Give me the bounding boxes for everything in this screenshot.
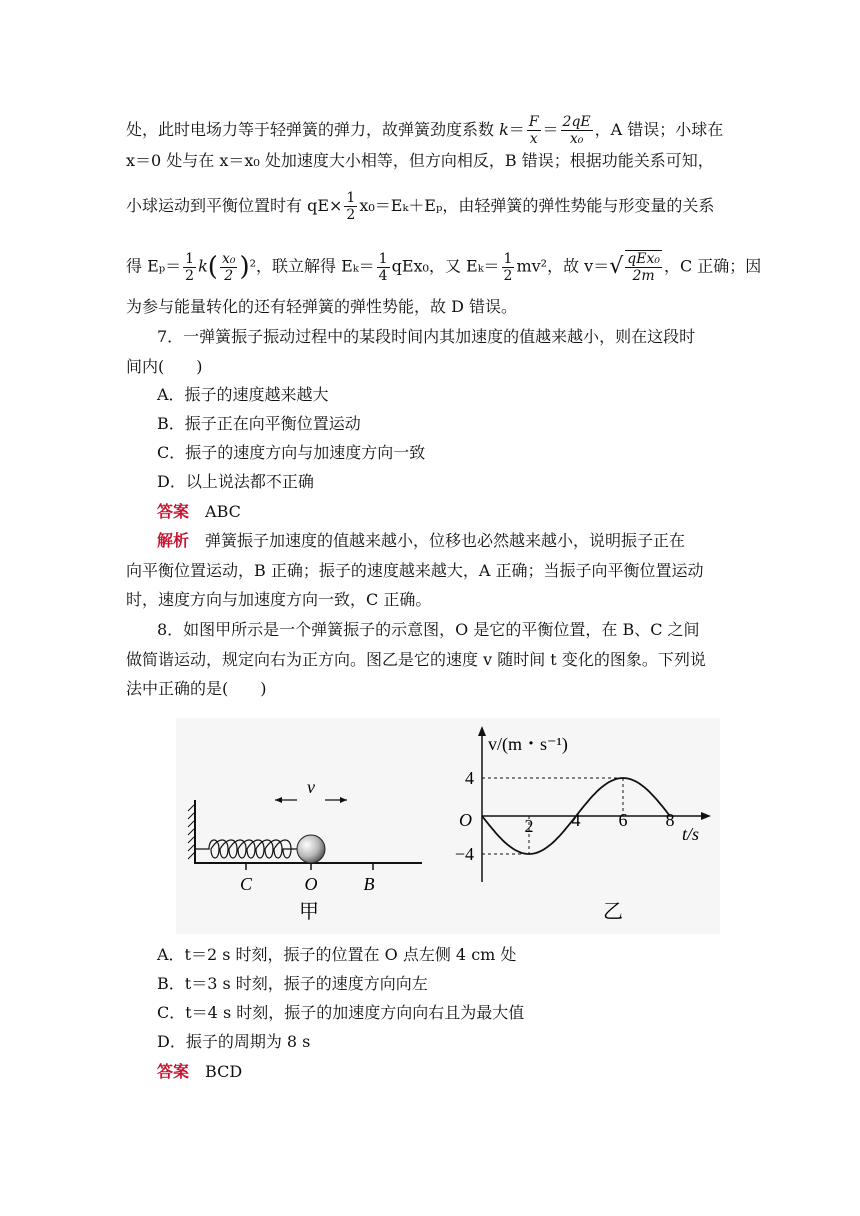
label-c: C bbox=[239, 874, 253, 894]
fraction-denominator: 2 bbox=[503, 267, 513, 284]
fraction bbox=[183, 251, 196, 284]
fraction-numerator: 1 bbox=[503, 250, 513, 267]
q8-stem-line-2: 做简谐运动，规定向右为正方向。图乙是它的速度 v 随时间 t 变化的图象。下列说 bbox=[126, 650, 706, 669]
q7-analysis-line-2: 向平衡位置运动，B 正确；振子的速度越来越大，A 正确；当振子向平衡位置运动 bbox=[126, 561, 704, 580]
sqrt-sign: √ bbox=[609, 254, 624, 279]
text: k bbox=[499, 120, 509, 139]
q8-figure bbox=[176, 718, 720, 934]
fraction-denominator: 2 bbox=[346, 207, 356, 223]
text: ＝ bbox=[542, 120, 559, 139]
y-axis-label: v/(m・s⁻¹) bbox=[488, 734, 568, 754]
text: 处，此时电场力等于轻弹簧的弹力，故弹簧劲度系数 bbox=[126, 120, 500, 139]
figure-background bbox=[176, 718, 720, 934]
fraction-numerator: 2qE bbox=[562, 114, 591, 130]
fraction bbox=[377, 251, 390, 284]
y-tick-label: 4 bbox=[465, 768, 474, 788]
q8-option-c: C．t＝4 s 时刻，振子的加速度方向向右且为最大值 bbox=[157, 1003, 525, 1022]
q7-answer bbox=[157, 501, 241, 523]
text: qEx₀，又 Eₖ＝ bbox=[391, 256, 500, 276]
fraction-denominator: 2m bbox=[632, 268, 655, 284]
solution-line-1 bbox=[126, 114, 723, 147]
y-tick-label: −4 bbox=[454, 844, 474, 864]
origin-label: O bbox=[459, 810, 472, 830]
fraction-numerator: qEx₀ bbox=[627, 251, 660, 267]
fraction-numerator: 1 bbox=[346, 190, 356, 206]
fraction-denominator: 2 bbox=[224, 267, 234, 284]
q7-stem-line-1: 7．一弹簧振子振动过程中的某段时间内其加速度的值越来越小，则在这段时 bbox=[157, 327, 696, 346]
text: ＝ bbox=[508, 120, 525, 139]
answer-label: 答案 bbox=[157, 1062, 190, 1081]
fraction-denominator: x bbox=[529, 131, 538, 147]
fraction bbox=[502, 251, 515, 284]
paren-close: ) bbox=[239, 252, 250, 282]
answer-value: BCD bbox=[205, 1062, 243, 1081]
q7-option-b: B．振子正在向平衡位置运动 bbox=[157, 414, 361, 433]
label-o: O bbox=[304, 874, 318, 894]
answer-value: ABC bbox=[205, 502, 241, 521]
x-tick-label: 6 bbox=[618, 810, 628, 830]
q7-option-a: A．振子的速度越来越大 bbox=[157, 385, 329, 404]
fraction bbox=[220, 251, 238, 284]
x-tick-label: 8 bbox=[665, 810, 675, 830]
text: x₀＝Eₖ＋Eₚ，由轻弹簧的弹性势能与形变量的关系 bbox=[359, 196, 715, 215]
oscillator-ball bbox=[297, 835, 325, 863]
q8-stem-line-1: 8．如图甲所示是一个弹簧振子的示意图，O 是它的平衡位置，在 B、C 之间 bbox=[157, 620, 700, 639]
q8-option-b: B．t＝3 s 时刻，振子的速度方向向左 bbox=[157, 974, 428, 993]
q8-option-d: D．振子的周期为 8 s bbox=[157, 1032, 311, 1051]
q7-analysis-line-1 bbox=[157, 530, 685, 552]
figure-svg bbox=[176, 718, 720, 934]
fraction-numerator: 1 bbox=[185, 250, 195, 267]
caption-jia: 甲 bbox=[299, 899, 319, 923]
q7-option-d: D．以上说法都不正确 bbox=[157, 472, 314, 491]
velocity-label: v bbox=[307, 777, 315, 797]
x-tick-label: 2 bbox=[524, 816, 534, 836]
fraction-denominator: 2 bbox=[185, 267, 195, 284]
solution-line-4 bbox=[126, 250, 761, 284]
solution-line-2: x＝0 处与在 x＝x₀ 处加速度大小相等，但方向相反，B 错误；根据功能关系可知， bbox=[126, 151, 714, 170]
q7-option-c: C．振子的速度方向与加速度方向一致 bbox=[157, 443, 426, 462]
fraction bbox=[344, 190, 357, 223]
q8-stem-line-3: 法中正确的是( ) bbox=[126, 679, 267, 698]
fraction-numerator: F bbox=[528, 114, 539, 130]
answer-label: 答案 bbox=[157, 502, 190, 521]
fraction bbox=[561, 114, 593, 147]
text: 弹簧振子加速度的值越来越小，位移也必然越来越小，说明振子正在 bbox=[205, 531, 686, 550]
text: 小球运动到平衡位置时有 qE× bbox=[126, 196, 343, 215]
text: k bbox=[198, 256, 208, 276]
sqrt-fraction bbox=[625, 250, 662, 284]
label-b: B bbox=[363, 874, 375, 894]
text: ，C 正确；因 bbox=[663, 256, 762, 276]
fraction bbox=[527, 114, 541, 147]
text: ，A 错误；小球在 bbox=[594, 120, 724, 139]
q7-analysis-line-3: 时，速度方向与加速度方向一致，C 正确。 bbox=[126, 590, 432, 609]
fraction-denominator: 4 bbox=[378, 267, 388, 284]
fraction-denominator: x₀ bbox=[569, 131, 584, 147]
solution-line-5: 为参与能量转化的还有轻弹簧的弹性势能，故 D 错误。 bbox=[126, 297, 518, 316]
fraction-numerator: x₀ bbox=[221, 250, 236, 267]
solution-line-3 bbox=[126, 190, 714, 223]
q8-option-a: A．t＝2 s 时刻，振子的位置在 O 点左侧 4 cm 处 bbox=[157, 945, 517, 964]
caption-yi: 乙 bbox=[603, 899, 623, 923]
analysis-label: 解析 bbox=[157, 531, 190, 550]
fraction-numerator: 1 bbox=[378, 250, 388, 267]
x-tick-label: 4 bbox=[571, 810, 581, 830]
x-axis-label: t/s bbox=[682, 824, 700, 844]
text: mv²，故 v＝ bbox=[516, 256, 610, 276]
text: ²，联立解得 Eₖ＝ bbox=[249, 256, 375, 276]
q7-stem-line-2: 间内( ) bbox=[126, 357, 203, 376]
text: 得 Eₚ＝ bbox=[126, 256, 182, 276]
paren-open: ( bbox=[207, 252, 218, 282]
q8-answer bbox=[157, 1061, 242, 1083]
